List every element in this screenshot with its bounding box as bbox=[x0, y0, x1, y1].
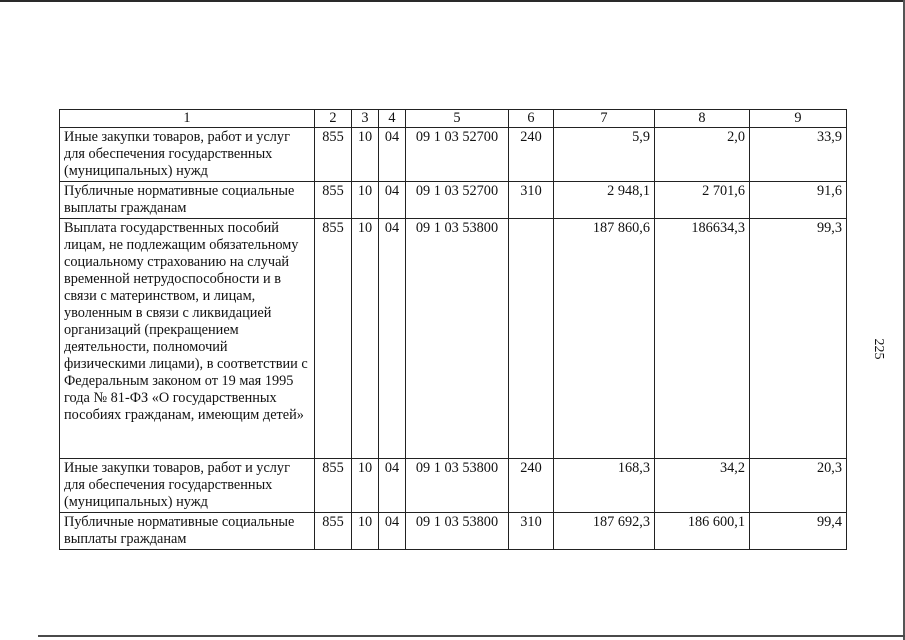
subsection-code-cell: 04 bbox=[379, 459, 406, 513]
section-code-cell: 10 bbox=[352, 128, 379, 182]
ministry-code-cell: 855 bbox=[315, 128, 352, 182]
ministry-code-cell: 855 bbox=[315, 182, 352, 219]
scan-edge-top bbox=[0, 0, 905, 2]
amount-planned-cell: 168,3 bbox=[554, 459, 655, 513]
header-cell: 8 bbox=[655, 110, 750, 128]
page-number: 225 bbox=[871, 338, 886, 360]
expense-type-cell bbox=[509, 219, 554, 459]
header-cell: 1 bbox=[60, 110, 315, 128]
target-article-cell: 09 1 03 53800 bbox=[406, 219, 509, 459]
expense-name-cell: Публичные нормативные социальные выплаты гражданам bbox=[60, 182, 315, 219]
subsection-code-cell: 04 bbox=[379, 128, 406, 182]
ministry-code-cell: 855 bbox=[315, 219, 352, 459]
subsection-code-cell: 04 bbox=[379, 219, 406, 459]
section-code-cell: 10 bbox=[352, 459, 379, 513]
scan-edge-bottom bbox=[38, 635, 905, 637]
amount-actual-cell: 2 701,6 bbox=[655, 182, 750, 219]
target-article-cell: 09 1 03 52700 bbox=[406, 182, 509, 219]
header-cell: 4 bbox=[379, 110, 406, 128]
header-cell: 2 bbox=[315, 110, 352, 128]
amount-actual-cell: 186 600,1 bbox=[655, 513, 750, 550]
table-row bbox=[60, 513, 847, 550]
ministry-code-cell: 855 bbox=[315, 513, 352, 550]
amount-planned-cell: 187 692,3 bbox=[554, 513, 655, 550]
header-cell: 5 bbox=[406, 110, 509, 128]
header-cell: 7 bbox=[554, 110, 655, 128]
expense-type-cell: 240 bbox=[509, 459, 554, 513]
expense-type-cell: 240 bbox=[509, 128, 554, 182]
table-row bbox=[60, 219, 847, 459]
amount-actual-cell: 2,0 bbox=[655, 128, 750, 182]
table-row bbox=[60, 182, 847, 219]
table-header-row bbox=[60, 110, 847, 128]
percent-cell: 33,9 bbox=[750, 128, 847, 182]
target-article-cell: 09 1 03 53800 bbox=[406, 513, 509, 550]
table-row bbox=[60, 459, 847, 513]
amount-planned-cell: 2 948,1 bbox=[554, 182, 655, 219]
subsection-code-cell: 04 bbox=[379, 513, 406, 550]
expense-name-cell: Выплата государственных пособий лицам, не подлежащим обязательному социальному страхованию на случай временной нетрудоспособности и в связи с материнством, и лицам, уволенным в связи с ликвидацией организаций (прекращением деятельности, полномочий физическими лицами), в соответствии с Федеральным законом от 19 мая 1995 года № 81-ФЗ «О государственных пособиях гражданам, имеющим детей» bbox=[60, 219, 315, 459]
header-cell: 9 bbox=[750, 110, 847, 128]
amount-planned-cell: 187 860,6 bbox=[554, 219, 655, 459]
header-cell: 6 bbox=[509, 110, 554, 128]
percent-cell: 91,6 bbox=[750, 182, 847, 219]
expense-name-cell: Иные закупки товаров, работ и услуг для обеспечения государственных (муниципальных) нужд bbox=[60, 128, 315, 182]
table-row bbox=[60, 128, 847, 182]
expense-type-cell: 310 bbox=[509, 182, 554, 219]
ministry-code-cell: 855 bbox=[315, 459, 352, 513]
percent-cell: 99,3 bbox=[750, 219, 847, 459]
header-cell: 3 bbox=[352, 110, 379, 128]
amount-actual-cell: 34,2 bbox=[655, 459, 750, 513]
budget-table bbox=[59, 109, 847, 550]
section-code-cell: 10 bbox=[352, 219, 379, 459]
section-code-cell: 10 bbox=[352, 513, 379, 550]
percent-cell: 99,4 bbox=[750, 513, 847, 550]
expense-name-cell: Иные закупки товаров, работ и услуг для обеспечения государственных (муниципальных) нужд bbox=[60, 459, 315, 513]
target-article-cell: 09 1 03 53800 bbox=[406, 459, 509, 513]
subsection-code-cell: 04 bbox=[379, 182, 406, 219]
expense-type-cell: 310 bbox=[509, 513, 554, 550]
section-code-cell: 10 bbox=[352, 182, 379, 219]
target-article-cell: 09 1 03 52700 bbox=[406, 128, 509, 182]
percent-cell: 20,3 bbox=[750, 459, 847, 513]
amount-planned-cell: 5,9 bbox=[554, 128, 655, 182]
expense-name-cell: Публичные нормативные социальные выплаты гражданам bbox=[60, 513, 315, 550]
amount-actual-cell: 186634,3 bbox=[655, 219, 750, 459]
